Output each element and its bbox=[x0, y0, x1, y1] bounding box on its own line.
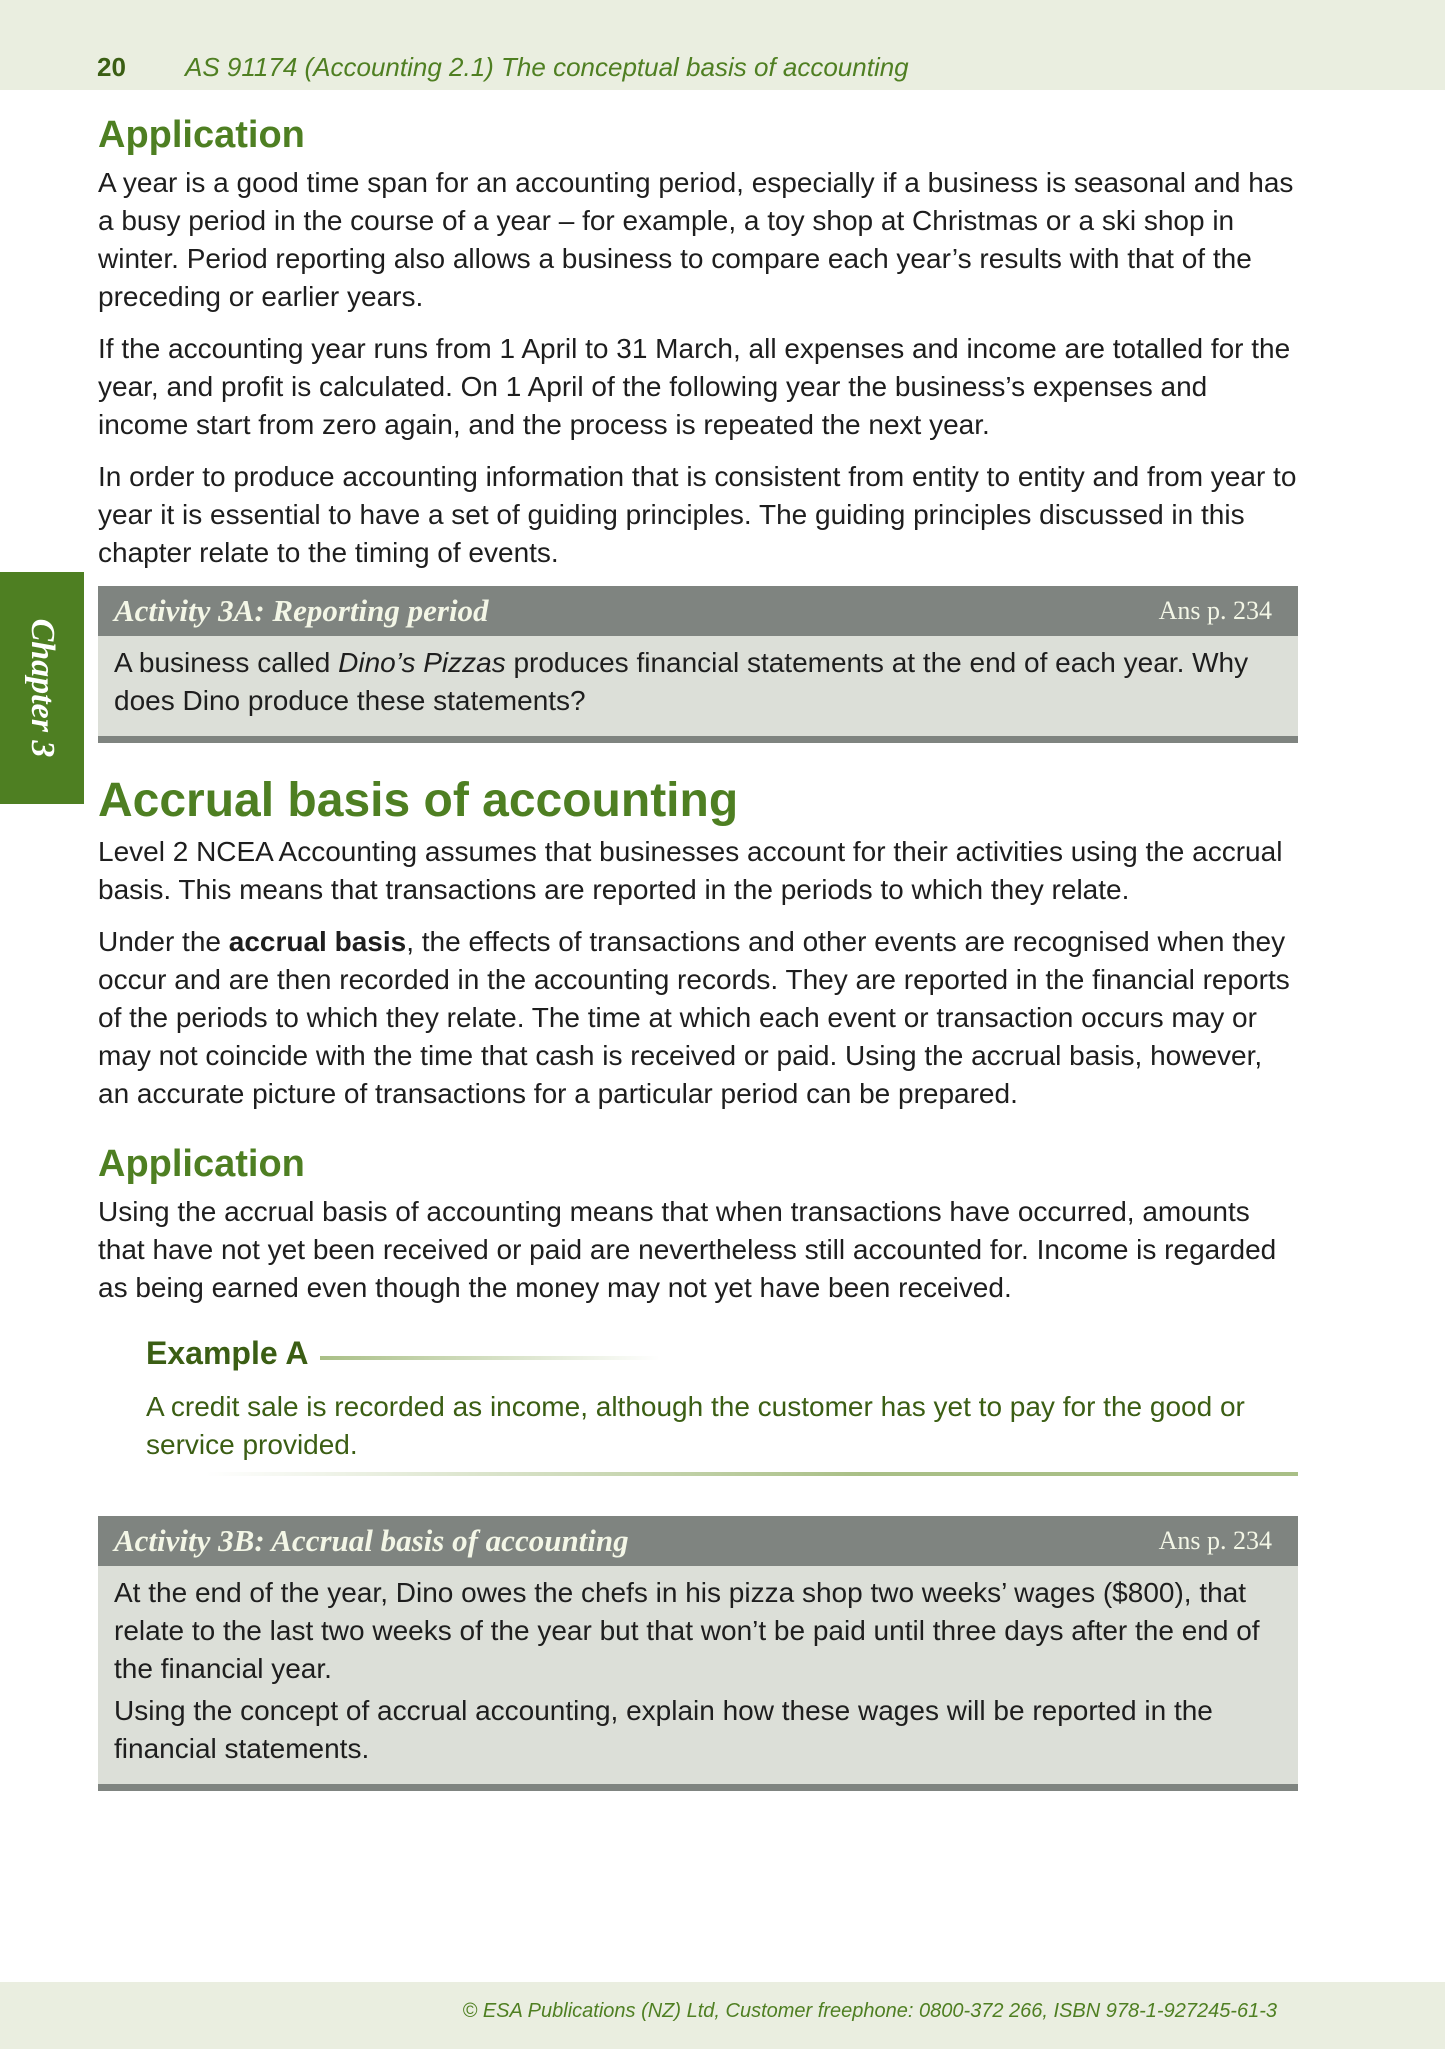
activity-question: Using the concept of accrual accounting, explain how these wages will be reported in the financial statements. bbox=[114, 1695, 1213, 1764]
paragraph: Under the accrual basis, the effects of transactions and other events are recognised when they occur and are then recorded in the accounting records. They are reported in the financial reports of the periods to which they relate. The time at which each event or transaction occurs may or may not coincide with the time that cash is received or paid. Using the accrual basis, however, an accurate picture of transactions for a particular period can be prepared. bbox=[98, 926, 1290, 1109]
activity-3b-box bbox=[98, 1516, 1298, 1791]
paragraph: A year is a good time span for an accounting period, especially if a business is seasonal and has a busy period in the course of a year – for example, a toy shop at Christmas or a ski shop in winter. Period reporting also allows a business to compare each year’s results with that of the preceding or earlier years. bbox=[98, 167, 1294, 312]
chapter-tab-label: Chapter 3 bbox=[24, 618, 61, 758]
example-rule bbox=[320, 1356, 660, 1360]
page-number: 20 bbox=[97, 52, 126, 82]
example-a bbox=[146, 1335, 1298, 1476]
activity-title: Activity 3B: Accrual basis of accounting bbox=[114, 1523, 629, 1558]
paragraph: Using the accrual basis of accounting means that when transactions have occurred, amounts that have not yet been received or paid are nevertheless still accounted for. Income is regarded as being earned even though the money may not yet have been received. bbox=[98, 1196, 1277, 1303]
paragraph: If the accounting year runs from 1 April to 31 March, all expenses and income are totalled for the year, and profit is calculated. On 1 April of the following year the business’s expenses and income start from zero again, and the process is repeated the next year. bbox=[98, 333, 1291, 440]
paragraph: Level 2 NCEA Accounting assumes that businesses account for their activities using the accrual basis. This means that transactions are reported in the periods to which they relate. bbox=[98, 836, 1283, 905]
activity-title: Activity 3A: Reporting period bbox=[114, 593, 489, 628]
activity-header bbox=[98, 586, 1298, 636]
section-heading-application: Application bbox=[98, 114, 305, 156]
chapter-tab bbox=[0, 572, 84, 804]
activity-body bbox=[98, 636, 1298, 736]
answer-reference: Ans p. 234 bbox=[1158, 596, 1272, 625]
activity-body bbox=[98, 1566, 1298, 1784]
activity-3a-box bbox=[98, 586, 1298, 743]
example-text: A credit sale is recorded as income, although the customer has yet to pay for the good or service provided. bbox=[146, 1391, 1245, 1460]
footer-copyright: © ESA Publications (NZ) Ltd, Customer freephone: 0800-372 266, ISBN 978-1-927245-61-3 bbox=[462, 2000, 1277, 2022]
answer-reference: Ans p. 234 bbox=[1158, 1526, 1272, 1555]
business-name: Dino’s Pizzas bbox=[338, 647, 506, 678]
paragraph: In order to produce accounting information that is consistent from entity to entity and from year to year it is essential to have a set of guiding principles. The guiding principles discussed in this chapter relate to the timing of events. bbox=[98, 461, 1297, 568]
example-bottom-rule bbox=[206, 1472, 1298, 1476]
activity-paragraph: At the end of the year, Dino owes the chefs in his pizza shop two weeks’ wages ($800), that relate to the last two weeks of the year but that won’t be paid until three days after the end of the financial year. bbox=[114, 1577, 1260, 1684]
section-heading-application-2: Application bbox=[98, 1143, 305, 1185]
running-title: AS 91174 (Accounting 2.1) The conceptual basis of accounting bbox=[185, 52, 909, 82]
page-content bbox=[98, 112, 1298, 1821]
key-term: accrual basis bbox=[228, 926, 407, 957]
section-heading-accrual-basis: Accrual basis of accounting bbox=[98, 774, 739, 827]
example-title: Example A bbox=[146, 1335, 309, 1371]
activity-question: A business called Dino’s Pizzas produces financial statements at the end of each year. Why does Dino produce these statements? bbox=[114, 647, 1249, 716]
activity-header bbox=[98, 1516, 1298, 1566]
